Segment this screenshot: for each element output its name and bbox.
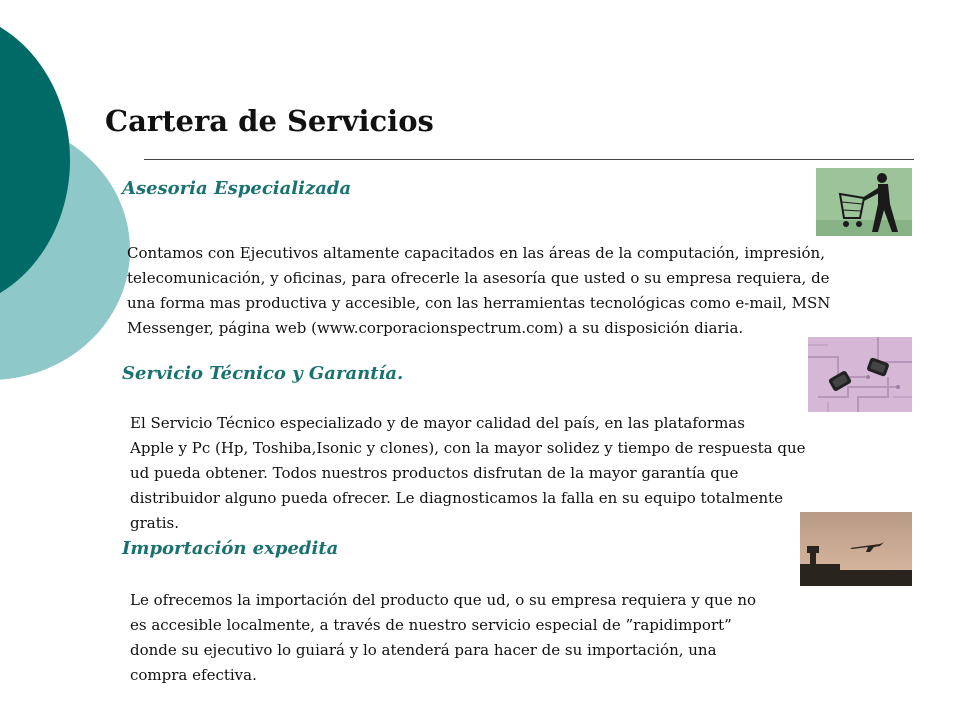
circuit-board-photo: [808, 337, 912, 412]
body-line: gratis.: [130, 514, 180, 532]
section-body-importacion: [130, 588, 756, 688]
body-line: Messenger, página web (www.corporacionspectrum.com) a su disposición diaria.: [127, 319, 744, 337]
body-line: distribuidor alguno pueda ofrecer. Le diagnosticamos la falla en su equipo totalmente: [130, 489, 784, 507]
body-line: donde su ejecutivo lo guiará y lo atenderá para hacer de su importación, una: [130, 641, 717, 659]
shopping-cart-photo: [816, 168, 912, 236]
body-line: ud pueda obtener. Todos nuestros productos disfrutan de la mayor garantía que: [130, 464, 739, 482]
body-line: Contamos con Ejecutivos altamente capacitados en las áreas de la computación, impresión,: [127, 244, 825, 262]
airplane-airport-photo: [800, 512, 912, 586]
body-line: una forma mas productiva y accesible, con las herramientas tecnológicas como e-mail, MSN: [127, 294, 831, 312]
section-heading-importacion: Importación expedita: [122, 538, 339, 559]
body-line: El Servicio Técnico especializado y de mayor calidad del país, en las plataformas: [130, 414, 745, 432]
body-line: es accesible localmente, a través de nuestro servicio especial de ”rapidimport”: [130, 616, 732, 634]
body-line: compra efectiva.: [130, 666, 257, 684]
slide-title: Cartera de Servicios: [105, 104, 434, 138]
section-body-asesoria: [127, 241, 830, 341]
section-heading-asesoria: Asesoria Especializada: [122, 178, 352, 199]
title-divider: [144, 159, 914, 160]
section-heading-servicio-tecnico: Servicio Técnico y Garantía.: [122, 363, 404, 384]
body-line: Apple y Pc (Hp, Toshiba,Isonic y clones), con la mayor solidez y tiempo de respuesta que: [130, 439, 806, 457]
body-line: telecomunicación, y oficinas, para ofrecerle la asesoría que usted o su empresa requiera, de: [127, 269, 830, 287]
body-line: Le ofrecemos la importación del producto que ud, o su empresa requiera y que no: [130, 591, 757, 609]
section-body-servicio-tecnico: [130, 411, 806, 536]
